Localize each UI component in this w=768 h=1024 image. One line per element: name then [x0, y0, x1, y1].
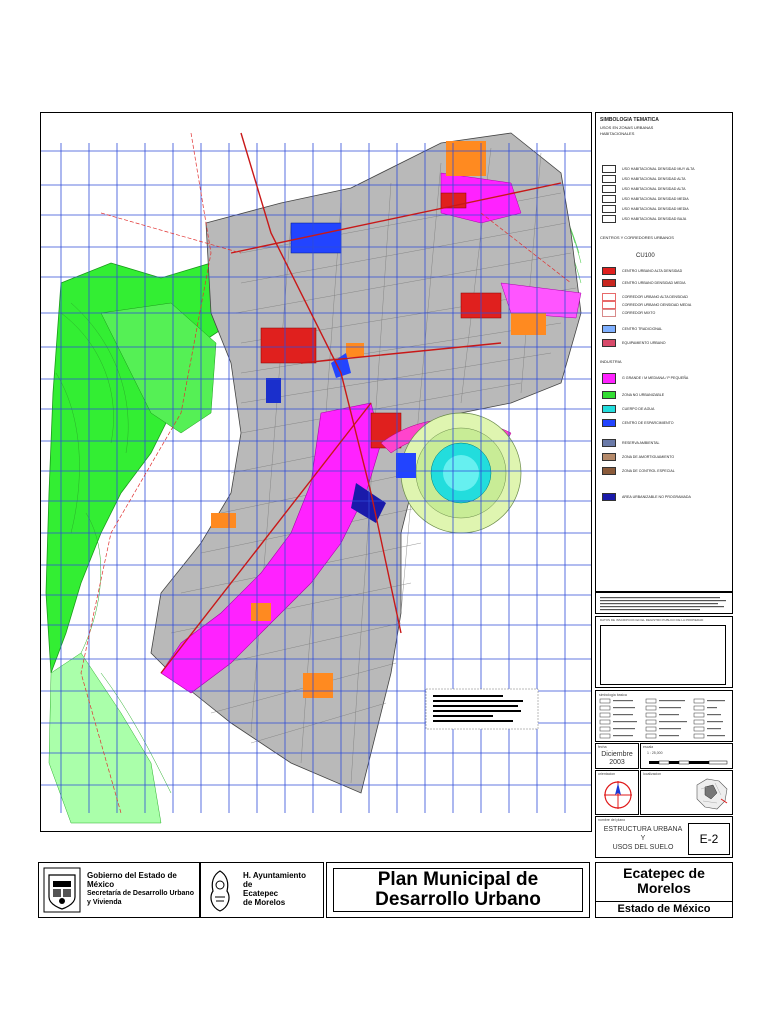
legend-label: ZONA NO URBANIZABLE — [622, 393, 665, 397]
municipality-panel — [200, 862, 324, 918]
legend-row-ind-4 — [602, 419, 674, 427]
ayun-line1: H. Ayuntamiento — [243, 871, 306, 880]
swatch — [602, 301, 616, 309]
legend-label: USO HABITACIONAL DENSIDAD BAJA — [622, 217, 687, 221]
legend-label: CENTRO URBANO DENSIDAD MEDIA — [622, 281, 686, 285]
swatch — [602, 195, 616, 203]
registry-box — [600, 625, 726, 685]
centro-urbano-1 — [261, 328, 316, 363]
government-panel — [38, 862, 200, 918]
date-panel — [595, 743, 639, 769]
plan-name-label: nombre del plano — [598, 818, 626, 822]
basic-symbology-title: simbologia basica — [599, 693, 627, 697]
legend-panel — [595, 112, 733, 592]
swatch — [602, 165, 616, 173]
swatch — [602, 493, 616, 501]
swatch — [602, 419, 616, 427]
basic-symbology-panel — [595, 690, 733, 742]
swatch — [602, 215, 616, 223]
legend-row-centro-1 — [602, 267, 682, 275]
legend-row-centro-3 — [602, 293, 688, 301]
plan-name-line1: ESTRUCTURA URBANA — [603, 826, 683, 833]
scale-value: 1 : 25,000 — [647, 751, 663, 755]
legend-label: USO HABITACIONAL DENSIDAD MEDIA — [622, 197, 689, 201]
legend-label: EQUIPAMIENTO URBANO — [622, 341, 666, 345]
legend-row-h500 — [602, 215, 686, 223]
date-value: Diciembre 2003 — [601, 751, 633, 766]
swatch — [602, 467, 616, 475]
swatch — [602, 453, 616, 461]
plan-name-line2: Y — [640, 835, 646, 842]
scale-panel — [640, 743, 733, 769]
plan-name-line3: USOS DEL SUELO — [612, 844, 674, 851]
equipamiento-2 — [511, 313, 546, 335]
legend-row-ind-6 — [602, 453, 674, 461]
swatch — [602, 339, 616, 347]
location-label: localizacion — [643, 772, 662, 776]
legend-centros-section: CENTROS Y CORREDORES URBANOS — [600, 235, 674, 240]
swatch — [602, 293, 616, 301]
legend-label: ZONA DE AMORTIGUAMIENTO — [622, 455, 675, 459]
legend-row-ind-2 — [602, 391, 664, 399]
swatch — [602, 405, 616, 413]
legend-row-centro-7 — [602, 339, 666, 347]
legend-label: USO HABITACIONAL DENSIDAD MUY ALTA — [622, 167, 695, 171]
municipio-line3: Estado de México — [617, 903, 711, 915]
municipal-emblem-icon — [207, 869, 233, 913]
north-arrow-icon — [602, 779, 634, 811]
land-use-map[interactable] — [41, 113, 591, 831]
legend-label: CORREDOR URBANO DENSIDAD MEDIA — [622, 303, 692, 307]
plan-code: E-2 — [688, 823, 730, 855]
legend-label: CENTRO DE ESPARCIMIENTO — [622, 421, 674, 425]
title-frame — [333, 868, 583, 912]
legend-label: CUERPO DE AGUA — [622, 407, 655, 411]
registry-panel — [595, 616, 733, 688]
swatch — [602, 205, 616, 213]
legend-label: CENTRO URBANO ALTA DENSIDAD — [622, 269, 683, 273]
orientation-panel — [595, 770, 639, 815]
notes-panel — [595, 592, 733, 614]
municipio-panel — [595, 862, 733, 918]
legend-row-centro-5 — [602, 309, 655, 317]
swatch — [602, 175, 616, 183]
legend-label: USO HABITACIONAL DENSIDAD ALTA — [622, 177, 686, 181]
swatch — [602, 373, 616, 384]
legend-hab-section: HABITACIONALES — [600, 131, 635, 136]
legend-row-ind-7 — [602, 467, 675, 475]
notes-text-lines — [598, 595, 730, 613]
legend-row-h100a — [602, 165, 695, 173]
ayun-line3: Ecatepec — [243, 889, 279, 898]
equipamiento-3 — [303, 673, 333, 698]
legend-subtitle: USOS EN ZONAS URBANAS — [600, 125, 654, 130]
title-panel — [326, 862, 590, 918]
legend-row-centro-2 — [602, 279, 686, 287]
equipamiento-6 — [346, 343, 364, 357]
location-map-icon — [691, 775, 731, 813]
azul-2 — [266, 378, 281, 403]
legend-label: G GRANDE / M MEDIANA / P PEQUEÑA — [622, 376, 689, 380]
municipio-line2: Morelos — [637, 880, 691, 896]
legend-label: CORREDOR URBANO ALTA DENSIDAD — [622, 295, 688, 299]
ayun-line4: de Morelos — [243, 898, 286, 907]
legend-label: RESERVA AMBIENTAL — [622, 441, 660, 445]
basic-symbology-items — [598, 697, 732, 741]
legend-label: ZONA DE CONTROL ESPECIAL — [622, 469, 675, 473]
registry-title: DATOS DE INSCRIPCION EN EL REGISTRO PUBLICO DE LA PROPIEDAD — [600, 618, 704, 622]
gov-line4: y Vivienda — [87, 899, 122, 906]
municipio-line1: Ecatepec de — [623, 865, 705, 881]
swatch — [602, 391, 616, 399]
equipamiento-1 — [446, 141, 486, 176]
ayun-line2: de — [243, 880, 253, 889]
location-panel — [640, 770, 733, 815]
legend-cu-code: CU100 — [636, 253, 655, 259]
legend-row-h250a — [602, 195, 689, 203]
legend-label: CENTRO TRADICIONAL — [622, 327, 663, 331]
gov-line3: Secretaría de Desarrollo Urbano — [87, 890, 194, 897]
swatch — [602, 267, 616, 275]
swatch — [602, 325, 616, 333]
map-frame[interactable] — [40, 112, 592, 832]
equipamiento-5 — [251, 603, 271, 621]
swatch — [602, 309, 616, 317]
legend-row-ind-8 — [602, 493, 691, 501]
legend-label: AREA URBANIZABLE NO PROGRAMADA — [622, 495, 691, 499]
swatch — [602, 439, 616, 447]
legend-row-h200a — [602, 185, 686, 193]
swatch — [602, 279, 616, 287]
state-seal-icon — [43, 867, 81, 913]
legend-row-centro-6 — [602, 325, 662, 333]
plan-name-panel — [595, 816, 733, 858]
legend-row-ind-3 — [602, 405, 654, 413]
swatch — [602, 185, 616, 193]
equipamiento-4 — [211, 513, 236, 528]
orientation-label: orientacion — [598, 772, 616, 776]
legend-row-h167a — [602, 175, 686, 183]
legend-row-ind-1 — [602, 371, 688, 385]
plan-title-line2: Desarrollo Urbano — [375, 889, 541, 910]
legend-label: USO HABITACIONAL DENSIDAD ALTA — [622, 187, 686, 191]
gov-line1: Gobierno del Estado de — [87, 871, 177, 880]
legend-label: CORREDOR MIXTO — [622, 311, 656, 315]
legend-ind-section: INDUSTRIA — [600, 359, 622, 364]
scale-bar — [649, 759, 729, 767]
scale-label: escala — [643, 745, 654, 749]
legend-label: USO HABITACIONAL DENSIDAD MEDIA — [622, 207, 689, 211]
gov-line2: México — [87, 880, 115, 889]
date-label: fecha — [598, 745, 607, 749]
legend-row-centro-4 — [602, 301, 691, 309]
legend-title: SIMBOLOGIA TEMATICA — [600, 117, 659, 123]
legend-row-h333a — [602, 205, 689, 213]
plan-title-line1: Plan Municipal de — [377, 869, 539, 890]
legend-row-ind-5 — [602, 439, 660, 447]
